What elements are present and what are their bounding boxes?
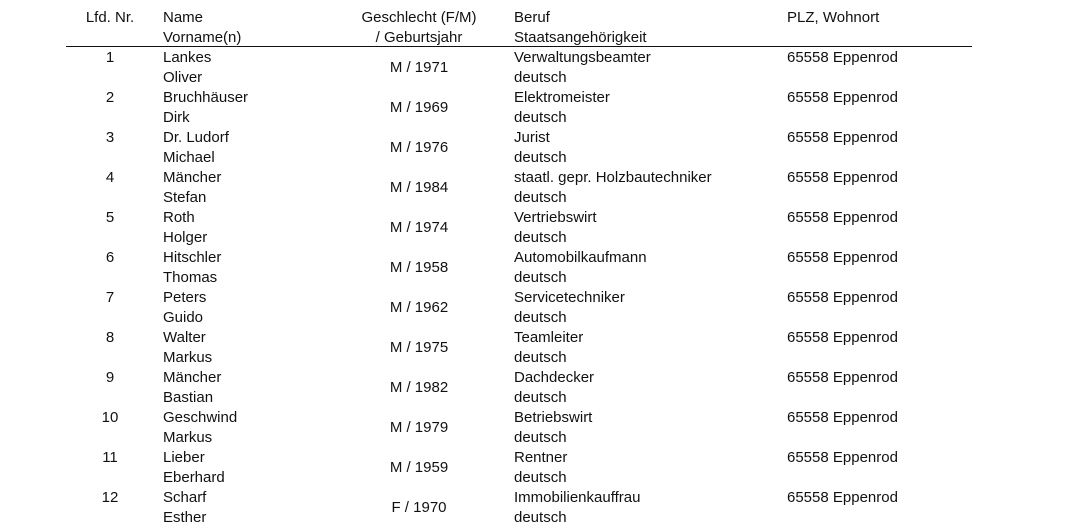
header-divider xyxy=(66,46,972,47)
row-sex-year: M / 1984 xyxy=(389,179,449,196)
row-name xyxy=(163,48,343,88)
table-header xyxy=(0,8,1090,48)
table-row xyxy=(0,208,1090,248)
row-sex-year: M / 1962 xyxy=(389,299,449,316)
row-lastname: Lieber xyxy=(163,449,205,466)
row-beruf: Servicetechniker xyxy=(514,289,625,306)
header-beruf-label: Beruf xyxy=(514,9,550,26)
row-job xyxy=(514,48,774,88)
table-row xyxy=(0,128,1090,168)
row-name xyxy=(163,488,343,528)
row-staat: deutsch xyxy=(514,109,567,126)
row-firstname: Markus xyxy=(163,429,213,446)
row-staat: deutsch xyxy=(514,389,567,406)
row-firstname: Michael xyxy=(163,149,215,166)
row-place: 65558 Eppenrod xyxy=(787,289,898,306)
table-row xyxy=(0,248,1090,288)
row-place: 65558 Eppenrod xyxy=(787,369,898,386)
row-staat: deutsch xyxy=(514,469,567,486)
header-staat-label: Staatsangehörigkeit xyxy=(514,29,647,46)
row-beruf: Rentner xyxy=(514,449,568,466)
row-nr: 6 xyxy=(105,249,115,266)
table-row xyxy=(0,48,1090,88)
table-row xyxy=(0,168,1090,208)
header-job xyxy=(514,8,774,48)
row-beruf: staatl. gepr. Holzbautechniker xyxy=(514,169,712,186)
table-row xyxy=(0,448,1090,488)
header-nr xyxy=(66,8,154,28)
row-place: 65558 Eppenrod xyxy=(787,489,898,506)
row-firstname: Markus xyxy=(163,349,213,366)
row-beruf: Dachdecker xyxy=(514,369,595,386)
row-lastname: Geschwind xyxy=(163,409,238,426)
row-lastname: Bruchhäuser xyxy=(163,89,249,106)
header-sex-label-2: / Geburtsjahr xyxy=(375,29,463,46)
row-job xyxy=(514,128,774,168)
row-sex-year: M / 1958 xyxy=(389,259,449,276)
header-place xyxy=(787,8,987,28)
row-staat: deutsch xyxy=(514,309,567,326)
row-beruf: Betriebswirt xyxy=(514,409,593,426)
row-nr: 4 xyxy=(105,169,115,186)
row-sex-year: M / 1969 xyxy=(389,99,449,116)
row-nr: 2 xyxy=(105,89,115,106)
row-staat: deutsch xyxy=(514,429,567,446)
row-job xyxy=(514,88,774,128)
row-staat: deutsch xyxy=(514,69,567,86)
row-name xyxy=(163,128,343,168)
row-nr: 7 xyxy=(105,289,115,306)
table-row xyxy=(0,368,1090,408)
row-lastname: Mäncher xyxy=(163,169,222,186)
table-row xyxy=(0,328,1090,368)
row-nr: 1 xyxy=(105,49,115,66)
row-job xyxy=(514,288,774,328)
row-staat: deutsch xyxy=(514,229,567,246)
header-name-label: Name xyxy=(163,9,204,26)
row-job xyxy=(514,328,774,368)
row-nr: 10 xyxy=(101,409,119,426)
row-staat: deutsch xyxy=(514,149,567,166)
row-place: 65558 Eppenrod xyxy=(787,49,898,66)
row-staat: deutsch xyxy=(514,189,567,206)
row-beruf: Jurist xyxy=(514,129,550,146)
row-name xyxy=(163,208,343,248)
row-beruf: Immobilienkauffrau xyxy=(514,489,641,506)
row-job xyxy=(514,408,774,448)
header-ort-label: PLZ, Wohnort xyxy=(787,9,880,26)
row-name xyxy=(163,168,343,208)
row-name xyxy=(163,88,343,128)
row-staat: deutsch xyxy=(514,269,567,286)
table-row xyxy=(0,488,1090,528)
row-beruf: Elektromeister xyxy=(514,89,610,106)
table-row xyxy=(0,88,1090,128)
row-sex-year: M / 1959 xyxy=(389,459,449,476)
row-firstname: Stefan xyxy=(163,189,207,206)
header-sex-label-1: Geschlecht (F/M) xyxy=(361,9,477,26)
row-firstname: Eberhard xyxy=(163,469,225,486)
row-lastname: Scharf xyxy=(163,489,207,506)
row-beruf: Verwaltungsbeamter xyxy=(514,49,651,66)
row-sex-year: M / 1979 xyxy=(389,419,449,436)
row-place: 65558 Eppenrod xyxy=(787,409,898,426)
row-lastname: Peters xyxy=(163,289,207,306)
row-nr: 3 xyxy=(105,129,115,146)
header-nr-label: Lfd. Nr. xyxy=(85,9,135,26)
row-name xyxy=(163,288,343,328)
row-job xyxy=(514,168,774,208)
row-name xyxy=(163,368,343,408)
row-job xyxy=(514,488,774,528)
row-nr: 9 xyxy=(105,369,115,386)
row-nr: 12 xyxy=(101,489,119,506)
row-lastname: Walter xyxy=(163,329,206,346)
row-firstname: Holger xyxy=(163,229,208,246)
header-sex xyxy=(343,8,495,48)
row-beruf: Vertriebswirt xyxy=(514,209,597,226)
row-name xyxy=(163,408,343,448)
row-place: 65558 Eppenrod xyxy=(787,249,898,266)
header-vorname-label: Vorname(n) xyxy=(163,29,242,46)
row-firstname: Thomas xyxy=(163,269,218,286)
row-job xyxy=(514,448,774,488)
row-firstname: Oliver xyxy=(163,69,203,86)
row-sex-year: M / 1975 xyxy=(389,339,449,356)
row-lastname: Roth xyxy=(163,209,195,226)
row-lastname: Lankes xyxy=(163,49,212,66)
row-job xyxy=(514,368,774,408)
row-sex-year: M / 1976 xyxy=(389,139,449,156)
row-firstname: Esther xyxy=(163,509,207,526)
row-nr: 8 xyxy=(105,329,115,346)
row-sex-year: M / 1971 xyxy=(389,59,449,76)
table-row xyxy=(0,288,1090,328)
row-beruf: Automobilkaufmann xyxy=(514,249,647,266)
row-lastname: Mäncher xyxy=(163,369,222,386)
row-lastname: Dr. Ludorf xyxy=(163,129,229,146)
row-job xyxy=(514,248,774,288)
row-staat: deutsch xyxy=(514,509,567,526)
row-place: 65558 Eppenrod xyxy=(787,169,898,186)
row-beruf: Teamleiter xyxy=(514,329,584,346)
row-sex-year: M / 1982 xyxy=(389,379,449,396)
row-place: 65558 Eppenrod xyxy=(787,129,898,146)
table-body xyxy=(0,48,1090,528)
row-nr: 11 xyxy=(102,449,118,466)
table-row xyxy=(0,408,1090,448)
row-name xyxy=(163,248,343,288)
header-name xyxy=(163,8,343,48)
row-staat: deutsch xyxy=(514,349,567,366)
row-place: 65558 Eppenrod xyxy=(787,209,898,226)
row-job xyxy=(514,208,774,248)
row-nr: 5 xyxy=(105,209,115,226)
row-firstname: Bastian xyxy=(163,389,214,406)
row-lastname: Hitschler xyxy=(163,249,222,266)
row-sex-year: M / 1974 xyxy=(389,219,449,236)
row-name xyxy=(163,448,343,488)
row-firstname: Dirk xyxy=(163,109,190,126)
row-name xyxy=(163,328,343,368)
row-sex-year: F / 1970 xyxy=(391,499,447,516)
row-firstname: Guido xyxy=(163,309,204,326)
row-place: 65558 Eppenrod xyxy=(787,89,898,106)
row-place: 65558 Eppenrod xyxy=(787,329,898,346)
row-place: 65558 Eppenrod xyxy=(787,449,898,466)
